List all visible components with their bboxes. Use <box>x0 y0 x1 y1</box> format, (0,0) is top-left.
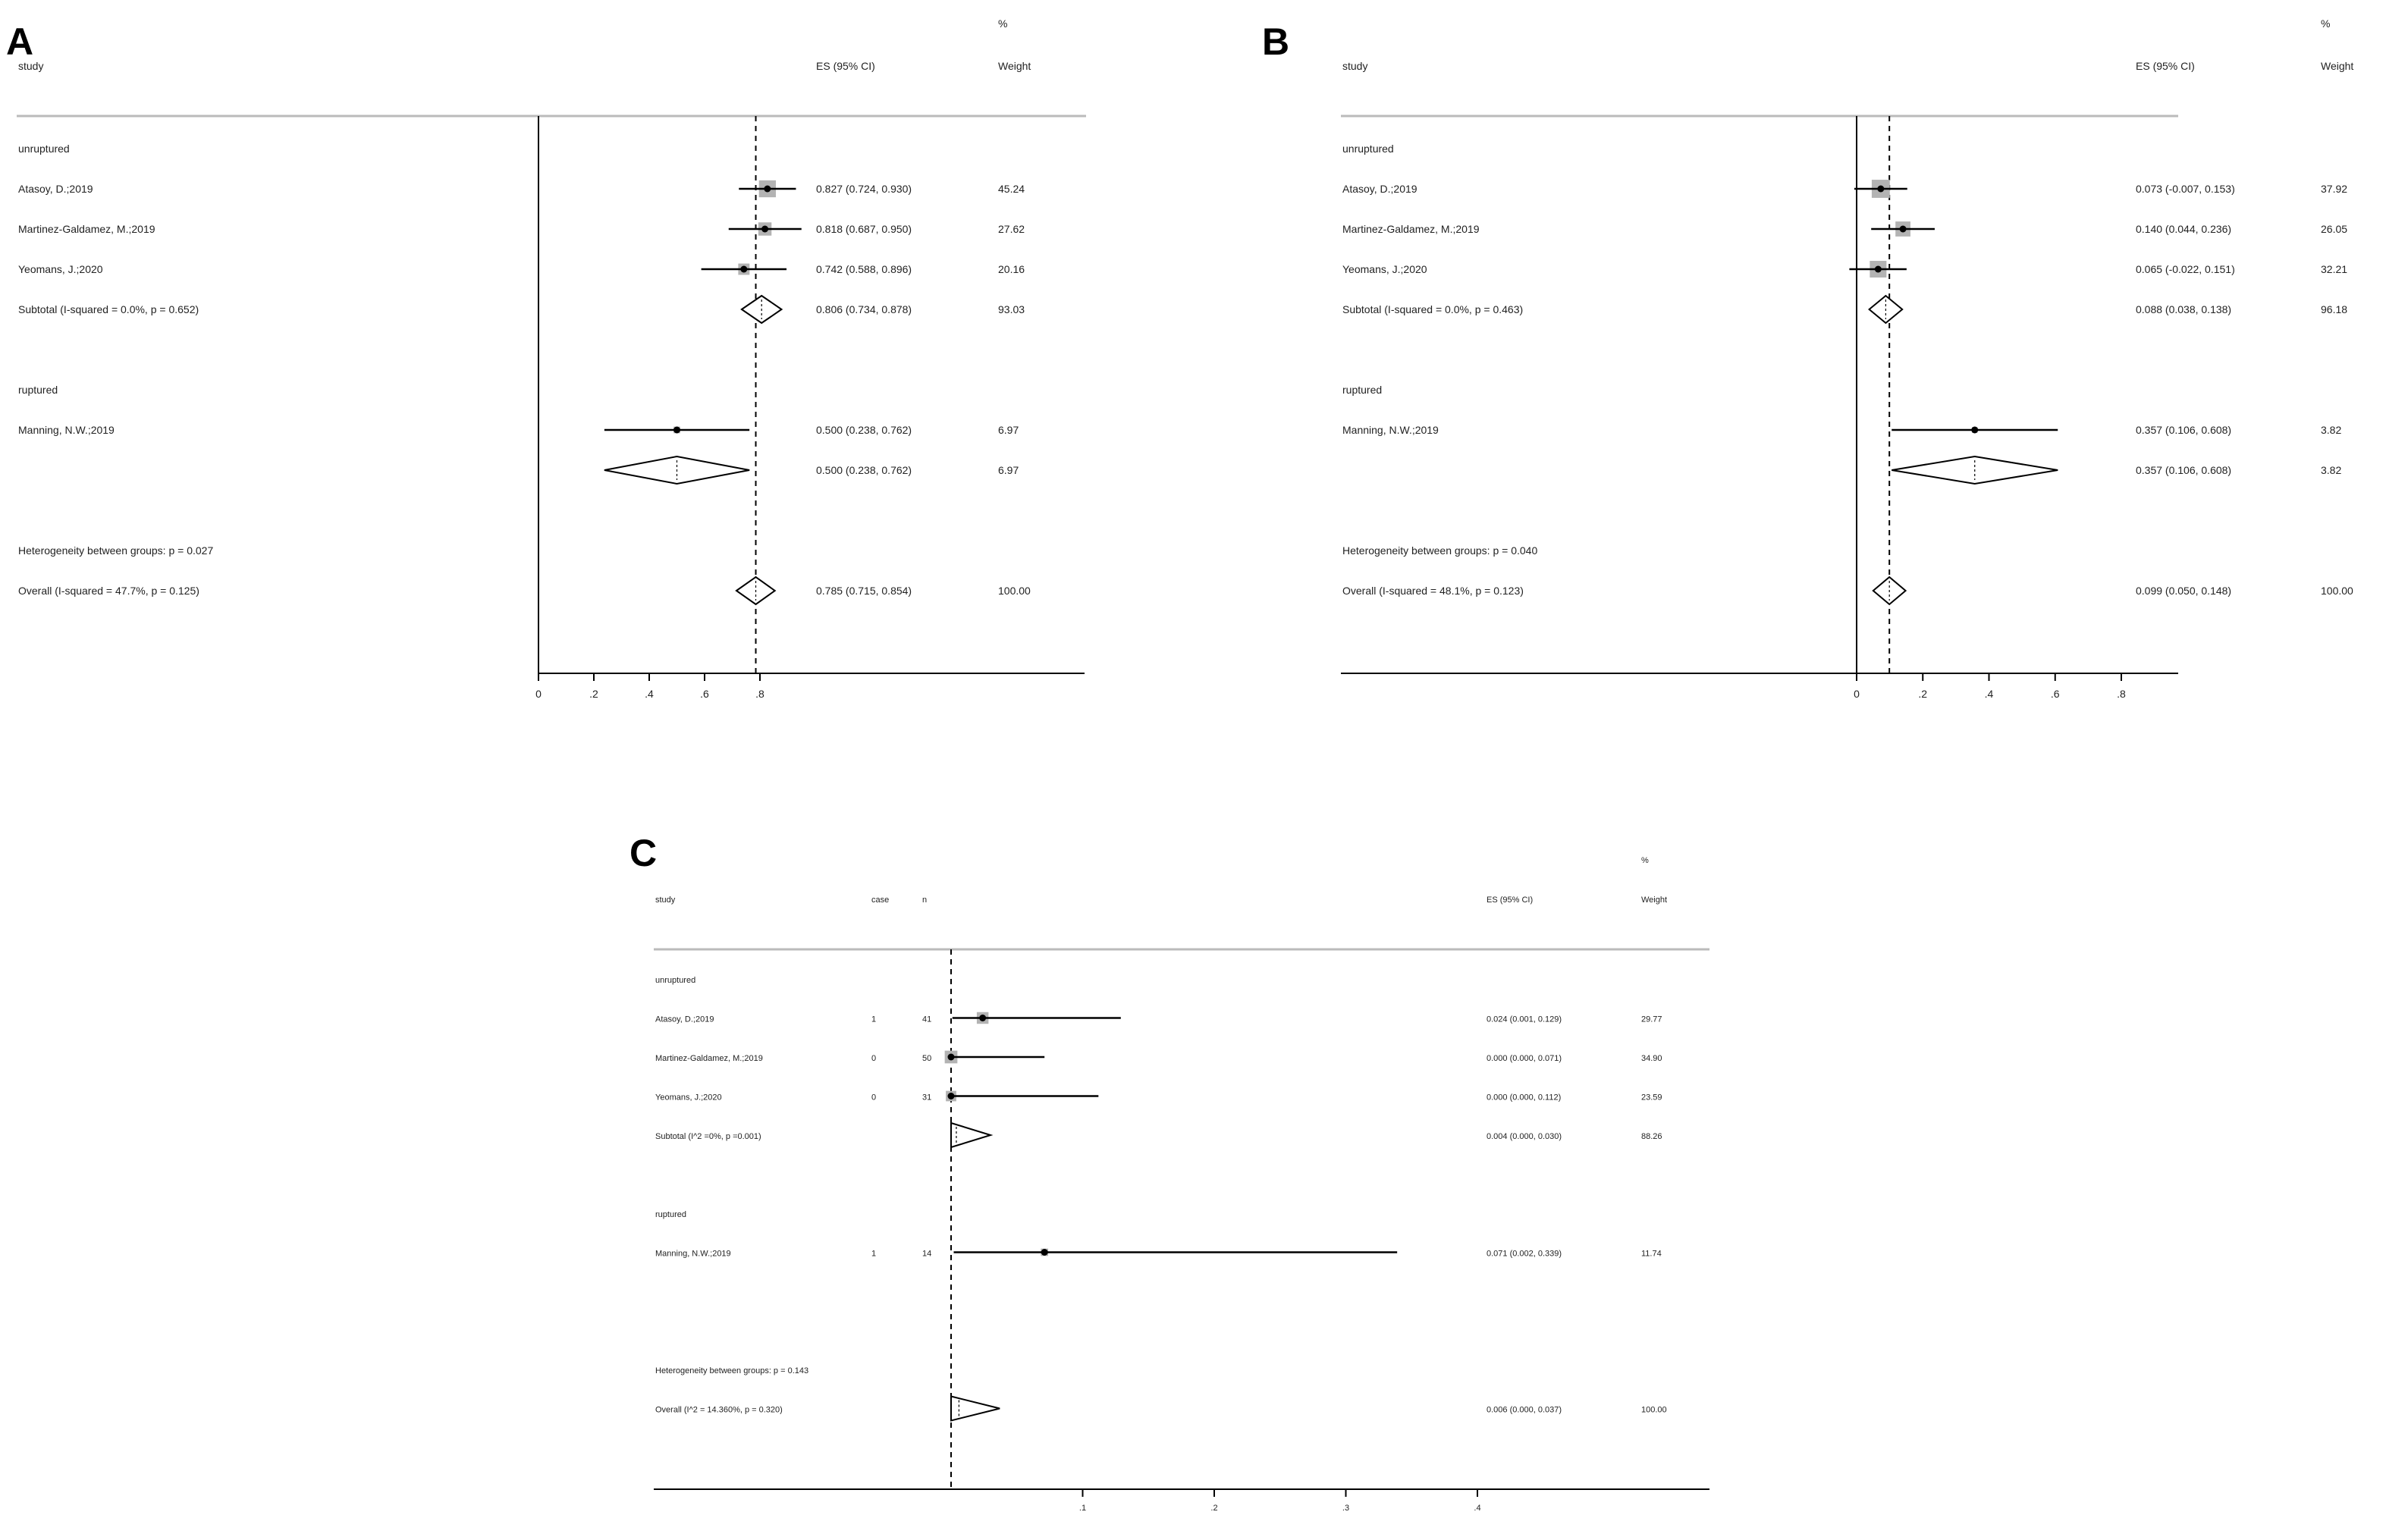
header-study-C: study <box>655 896 676 905</box>
header-study-B: study <box>1342 60 1368 72</box>
x-tick-label-C: .3 <box>1342 1504 1350 1513</box>
x-tick-label-C: .2 <box>1210 1504 1218 1513</box>
x-tick-label-B: .4 <box>1984 688 1994 700</box>
x-tick-label-B: .2 <box>1918 688 1928 700</box>
weight-text-C: 100.00 <box>1641 1405 1667 1415</box>
ci-text-C: 0.000 (0.000, 0.112) <box>1487 1093 1562 1103</box>
study-label-C: Martinez-Galdamez, M.;2019 <box>655 1054 763 1063</box>
point-estimate-B <box>1877 186 1884 193</box>
subtotal-label-C: Subtotal (I^2 =0%, p =0.001) <box>655 1132 761 1141</box>
header-weight-A: Weight <box>998 60 1031 72</box>
point-estimate-C <box>948 1054 955 1061</box>
ci-text-B: 0.099 (0.050, 0.148) <box>2136 585 2232 597</box>
weight-text-C: 29.77 <box>1641 1015 1662 1024</box>
header-weight-percent-B: % <box>2321 17 2331 30</box>
weight-text-A: 6.97 <box>998 424 1019 436</box>
x-tick-label-C: .4 <box>1474 1504 1481 1513</box>
weight-text-B: 3.82 <box>2321 424 2342 436</box>
x-tick-label-A: .6 <box>700 688 709 700</box>
note-label-B: Heterogeneity between groups: p = 0.040 <box>1342 544 1538 557</box>
point-estimate-A <box>764 186 771 193</box>
overall-label-B: Overall (I-squared = 48.1%, p = 0.123) <box>1342 585 1524 597</box>
ci-text-A: 0.806 (0.734, 0.878) <box>816 303 912 315</box>
ci-text-C: 0.006 (0.000, 0.037) <box>1487 1405 1562 1415</box>
weight-text-B: 26.05 <box>2321 223 2348 235</box>
weight-text-A: 45.24 <box>998 183 1025 195</box>
study-label-A: Manning, N.W.;2019 <box>18 424 115 436</box>
ci-text-A: 0.500 (0.238, 0.762) <box>816 464 912 476</box>
subtotal-label-B: Subtotal (I-squared = 0.0%, p = 0.463) <box>1342 303 1524 315</box>
group-label-C: ruptured <box>655 1210 686 1219</box>
weight-text-B: 96.18 <box>2321 303 2348 315</box>
point-estimate-C <box>979 1015 986 1021</box>
weight-text-A: 20.16 <box>998 263 1025 275</box>
group-label-B: unruptured <box>1342 143 1394 155</box>
ci-text-B: 0.088 (0.038, 0.138) <box>2136 303 2232 315</box>
study-label-C: Atasoy, D.;2019 <box>655 1015 714 1024</box>
x-tick-label-B: 0 <box>1854 688 1860 700</box>
panel-label-B: B <box>1262 20 1290 63</box>
study-label-B: Atasoy, D.;2019 <box>1342 183 1417 195</box>
header-weight-B: Weight <box>2321 60 2354 72</box>
header-study-A: study <box>18 60 44 72</box>
ci-text-B: 0.357 (0.106, 0.608) <box>2136 464 2232 476</box>
study-label-C: Manning, N.W.;2019 <box>655 1249 731 1259</box>
weight-text-C: 11.74 <box>1641 1249 1662 1259</box>
ci-text-A: 0.827 (0.724, 0.930) <box>816 183 912 195</box>
n-count-C: 31 <box>922 1093 932 1103</box>
ci-text-A: 0.785 (0.715, 0.854) <box>816 585 912 597</box>
x-tick-label-A: 0 <box>535 688 542 700</box>
weight-text-B: 37.92 <box>2321 183 2348 195</box>
header-es-A: ES (95% CI) <box>816 60 875 72</box>
case-count-C: 0 <box>871 1054 877 1063</box>
n-count-C: 14 <box>922 1249 932 1259</box>
header-case-C: case <box>871 896 890 905</box>
header-weight-C: Weight <box>1641 896 1668 905</box>
point-estimate-C <box>948 1093 955 1099</box>
header-weight-percent-C: % <box>1641 856 1649 865</box>
ci-text-C: 0.000 (0.000, 0.071) <box>1487 1054 1562 1063</box>
weight-text-C: 88.26 <box>1641 1132 1662 1141</box>
weight-text-B: 32.21 <box>2321 263 2348 275</box>
header-es-B: ES (95% CI) <box>2136 60 2195 72</box>
ci-text-A: 0.818 (0.687, 0.950) <box>816 223 912 235</box>
ci-text-A: 0.742 (0.588, 0.896) <box>816 263 912 275</box>
x-tick-label-A: .8 <box>755 688 764 700</box>
weight-text-A: 27.62 <box>998 223 1025 235</box>
group-label-C: unruptured <box>655 976 696 985</box>
point-estimate-B <box>1875 266 1882 273</box>
study-label-A: Atasoy, D.;2019 <box>18 183 93 195</box>
panel-label-C: C <box>629 832 658 874</box>
group-label-B: ruptured <box>1342 384 1383 396</box>
note-label-C: Heterogeneity between groups: p = 0.143 <box>655 1366 809 1375</box>
point-estimate-A <box>673 427 680 434</box>
ci-text-B: 0.065 (-0.022, 0.151) <box>2136 263 2235 275</box>
group-label-A: ruptured <box>18 384 58 396</box>
case-count-C: 1 <box>871 1249 877 1259</box>
case-count-C: 1 <box>871 1015 877 1024</box>
weight-text-A: 100.00 <box>998 585 1031 597</box>
x-tick-label-B: .6 <box>2050 688 2060 700</box>
ci-text-C: 0.004 (0.000, 0.030) <box>1487 1132 1562 1141</box>
weight-text-B: 100.00 <box>2321 585 2353 597</box>
point-estimate-C <box>1041 1249 1048 1256</box>
ci-text-B: 0.073 (-0.007, 0.153) <box>2136 183 2235 195</box>
n-count-C: 41 <box>922 1015 932 1024</box>
x-tick-label-C: .1 <box>1078 1504 1087 1513</box>
study-label-B: Martinez-Galdamez, M.;2019 <box>1342 223 1480 235</box>
study-label-B: Yeomans, J.;2020 <box>1342 263 1427 275</box>
ci-text-A: 0.500 (0.238, 0.762) <box>816 424 912 436</box>
n-count-C: 50 <box>922 1054 932 1063</box>
x-tick-label-B: .8 <box>2117 688 2126 700</box>
study-label-A: Yeomans, J.;2020 <box>18 263 103 275</box>
subtotal-label-A: Subtotal (I-squared = 0.0%, p = 0.652) <box>18 303 199 315</box>
weight-text-A: 6.97 <box>998 464 1019 476</box>
case-count-C: 0 <box>871 1093 877 1103</box>
point-estimate-A <box>761 226 768 233</box>
ci-text-C: 0.024 (0.001, 0.129) <box>1487 1015 1562 1024</box>
header-n-C: n <box>922 896 928 905</box>
ci-text-C: 0.071 (0.002, 0.339) <box>1487 1249 1562 1259</box>
point-estimate-A <box>740 266 747 273</box>
ci-text-B: 0.357 (0.106, 0.608) <box>2136 424 2232 436</box>
weight-text-A: 93.03 <box>998 303 1025 315</box>
overall-label-A: Overall (I-squared = 47.7%, p = 0.125) <box>18 585 199 597</box>
x-tick-label-A: .4 <box>645 688 654 700</box>
point-estimate-B <box>1971 427 1978 434</box>
study-label-B: Manning, N.W.;2019 <box>1342 424 1439 436</box>
header-es-C: ES (95% CI) <box>1487 896 1534 905</box>
study-label-C: Yeomans, J.;2020 <box>655 1093 722 1103</box>
study-label-A: Martinez-Galdamez, M.;2019 <box>18 223 155 235</box>
weight-text-C: 23.59 <box>1641 1093 1662 1103</box>
x-tick-label-A: .2 <box>589 688 598 700</box>
note-label-A: Heterogeneity between groups: p = 0.027 <box>18 544 214 557</box>
ci-text-B: 0.140 (0.044, 0.236) <box>2136 223 2232 235</box>
overall-label-C: Overall (I^2 = 14.360%, p = 0.320) <box>655 1405 783 1415</box>
weight-text-C: 34.90 <box>1641 1054 1662 1063</box>
panel-label-A: A <box>6 20 34 63</box>
group-label-A: unruptured <box>18 143 70 155</box>
header-weight-percent-A: % <box>998 17 1008 30</box>
point-estimate-B <box>1900 226 1907 233</box>
weight-text-B: 3.82 <box>2321 464 2342 476</box>
